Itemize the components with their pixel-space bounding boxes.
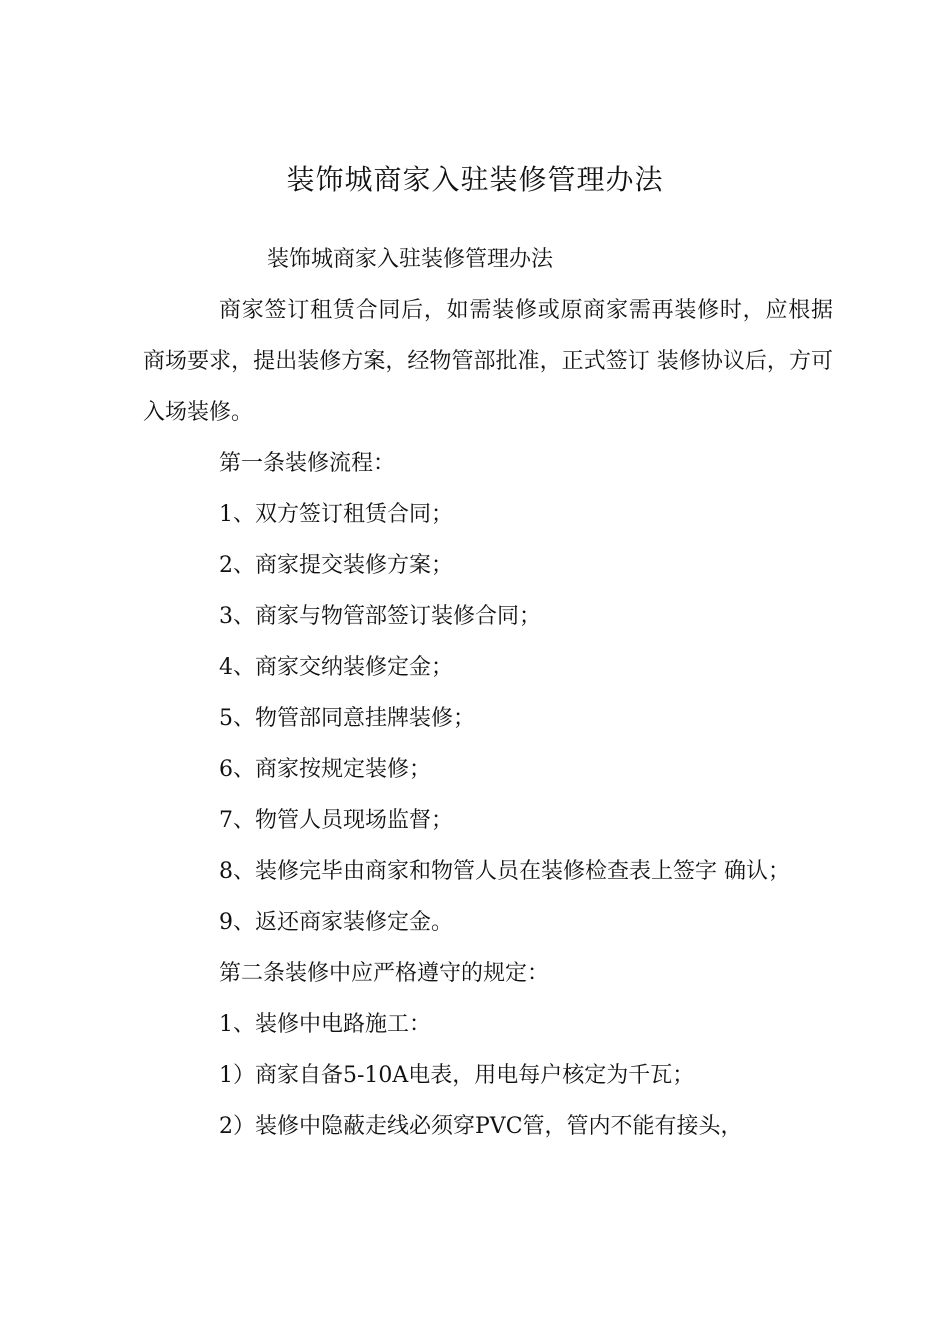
document-body: [143, 234, 833, 1152]
list-item: 2）装修中隐蔽走线必须穿PVC管，管内不能有接头，: [219, 1114, 743, 1139]
list-item: 7、物管人员现场监督；: [219, 808, 453, 833]
document-title: 装饰城商家入驻装修管理办法: [286, 163, 664, 196]
list-item: 1）商家自备5-10A电表，用电每户核定为千瓦；: [219, 1063, 695, 1088]
article-2-heading: 第二条装修中应严格遵守的规定：: [219, 961, 550, 986]
article-1-heading: 第一条装修流程：: [219, 451, 396, 476]
list-item: 9、返还商家装修定金。: [219, 910, 453, 935]
document-subtitle: 装饰城商家入驻装修管理办法: [267, 247, 554, 272]
list-item: 3、商家与物管部签订装修合同；: [219, 604, 541, 629]
list-item: 1、双方签订租赁合同；: [219, 502, 453, 527]
list-item: 5、物管部同意挂牌装修；: [219, 706, 475, 731]
list-item: 4、商家交纳装修定金；: [219, 655, 453, 680]
list-item: 2、商家提交装修方案；: [219, 553, 453, 578]
list-item: 6、商家按规定装修；: [219, 757, 431, 782]
list-item: 8、装修完毕由商家和物管人员在装修检查表上签字 确认；: [219, 859, 790, 884]
list-item: 1、装修中电路施工：: [219, 1012, 431, 1037]
intro-paragraph: 商家签订租赁合同后，如需装修或原商家需再装修时，应根据商场要求，提出装修方案，经物管部批准，正式签订 装修协议后，方可入场装修。: [143, 298, 833, 425]
